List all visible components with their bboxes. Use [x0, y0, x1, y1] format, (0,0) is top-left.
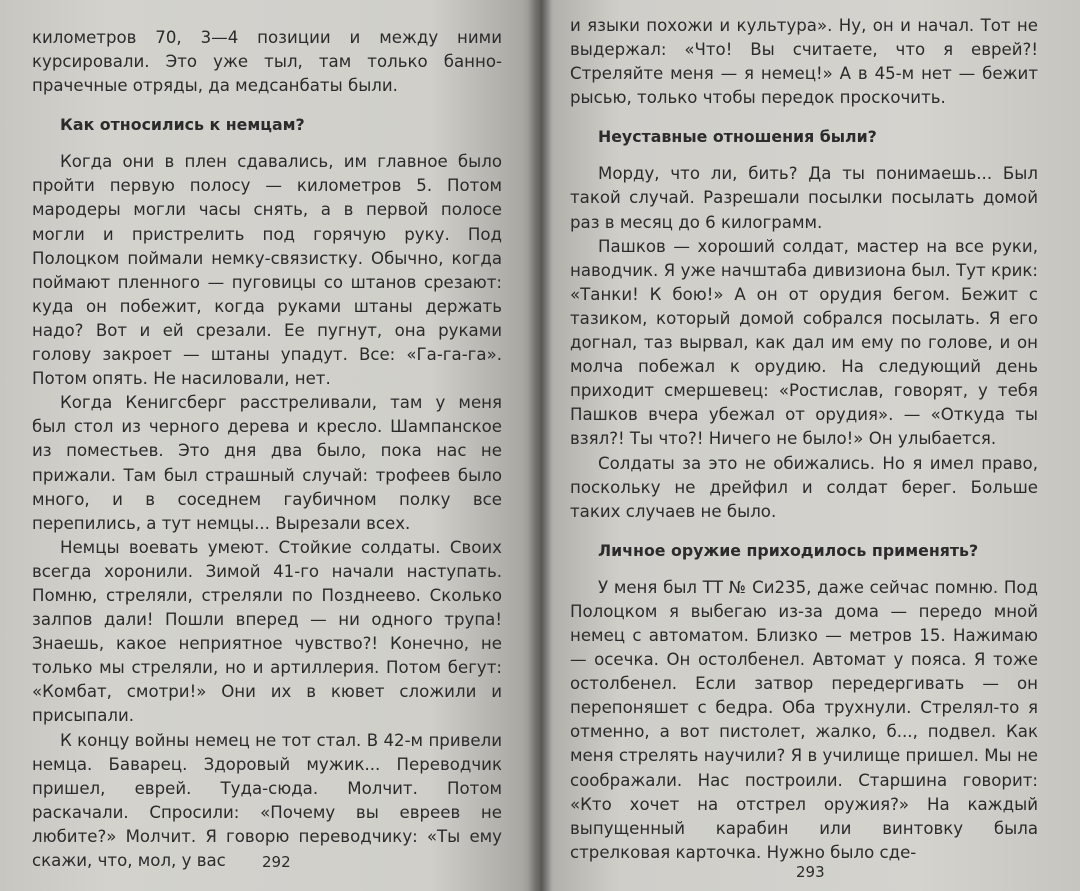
page-number: 293	[796, 863, 825, 881]
paragraph: и языки похожи и культура». Ну, он и начал. Тот не выдержал: «Что! Вы считаете, что я еврей?! Стреляйте меня — я немец!» А в 45-м нет — бежит рысью, только чтобы передок проскочить.	[570, 16, 1038, 108]
paragraph: Пашков — хороший солдат, мастер на все руки, наводчик. Я уже начштаба дивизиона был. Тут крик: «Танки! К бою!» А он от орудия бегом. Бежит с тазиком, который домой собрался посылать. Я его догнал, таз вырвал, как дал им ему по голове, и он молча побежал к орудию. На следующий день приходит смершевец: «Ростислав, говорят, у тебя Пашков вчера убежал от орудия». — «Откуда ты взял?! Ты что?! Ничего не было!» Он улыбается.	[570, 236, 1038, 449]
left-page-text	[32, 26, 502, 873]
paragraph: Немцы воевать умеют. Стойкие солдаты. Своих всегда хоронили. Зимой 41-го начали наступать. Помню, стреляли, стреляли по Позднеево. Сколько залпов дали! Пошли вперед — ни одного трупа! Знаешь, какое неприятное чувство?! Конечно, не только мы стреляли, но и артиллерия. Потом бегут: «Комбат, смотри!» Они их в кювет сложили и присыпали.	[32, 537, 502, 726]
right-page	[538, 0, 1080, 891]
paragraph: К концу войны немец не тот стал. В 42-м привели немца. Баварец. Здоровый мужик... Переводчик пришел, еврей. Туда-сюда. Молчит. Потом раскачали. Спросили: «Почему вы евреев не любите?» Молчит. Я говорю переводчику: «Ты ему скажи, что, мол, у вас	[32, 730, 502, 870]
right-page-text	[570, 14, 1038, 865]
paragraph: У меня был ТТ № Си235, даже сейчас помню. Под Полоцком я выбегаю из-за дома — передо мной немец с автоматом. Близко — метров 15. Нажимаю — осечка. Он остолбенел. Автомат у пояса. Я тоже остолбенел. Если затвор передергивать — он перепоняшет с бедра. Оба трухнули. Стрелял-то я отменно, а вот пистолет, жалко, б..., подвел. Как меня стрелять научили? Я в училище пришел. Мы не соображали. Нас построили. Старшина говорит: «Кто хочет на отстрел оружия?» На каждый выпущенный карабин или винтовку была стрелковая карточка. Нужно было сде-	[570, 577, 1038, 862]
left-page	[0, 0, 538, 891]
paragraph: Морду, что ли, бить? Да ты понимаешь... Был такой случай. Разрешали посылки посылать домой раз в месяц до 6 килограмм.	[570, 164, 1038, 232]
paragraph: километров 70, 3—4 позиции и между ними курсировали. Это уже тыл, там только банно-прачечные отряды, да медсанбаты были.	[32, 28, 502, 96]
paragraph: Когда они в плен сдавались, им главное было пройти первую полосу — километров 5. Потом мародеры могли часы снять, а в первой полосе могли и пристрелить под горячую руку. Под Полоцком поймали немку-связистку. Обычно, когда поймают пленного — пуговицы со штанов срезают: куда он побежит, когда руками штаны держать надо? Вот и ей срезали. Ее пугнут, она руками голову закроет — штаны упадут. Все: «Га-га-га». Потом опять. Не насиловали, нет.	[32, 152, 502, 389]
section-heading: Неуставные отношения были?	[598, 127, 877, 147]
paragraph: Солдаты за это не обижались. Но я имел право, поскольку не дрейфил и солдат берег. Больше таких случаев не было.	[570, 453, 1038, 521]
section-heading: Личное оружие приходилось применять?	[598, 540, 979, 560]
paragraph: Когда Кенигсберг расстреливали, там у меня был стол из черного дерева и кресло. Шампанское из поместьев. Это дня два было, пока нас не прижали. Там был страшный случай: трофеев было много, и в соседнем гаубичном полку все перепились, а тут немцы... Вырезали всех.	[32, 393, 502, 533]
section-heading: Как относились к немцам?	[60, 115, 305, 135]
page-number: 292	[262, 853, 291, 871]
